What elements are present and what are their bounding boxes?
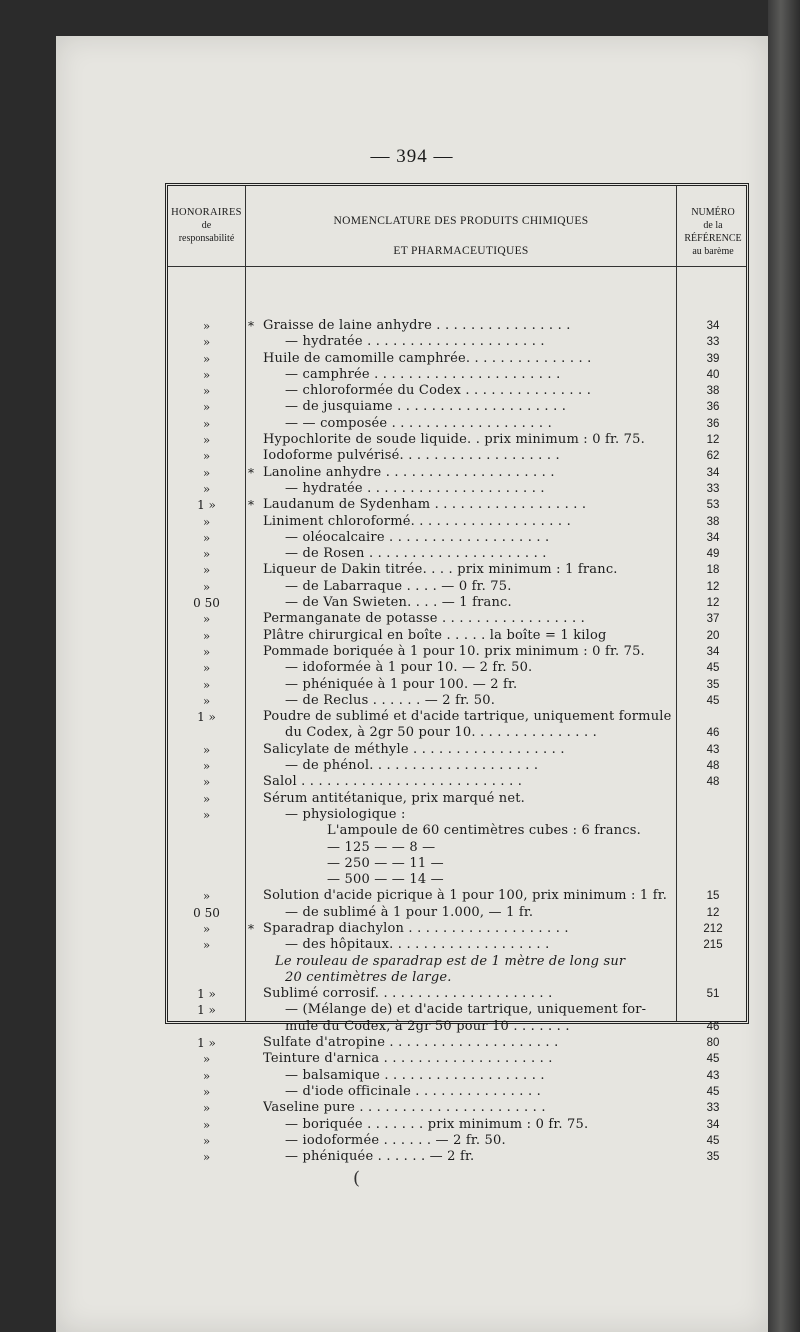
product-description: Pommade boriquée à 1 pour 10. prix minimum : 0 fr. 75.	[263, 643, 645, 659]
product-description: — oléocalcaire . . . . . . . . . . . . . . . . . . .	[285, 529, 550, 545]
table-row	[168, 954, 752, 970]
honoraires-cell: 0 50	[193, 905, 220, 920]
table-row	[168, 1117, 752, 1133]
table-row	[168, 497, 752, 513]
table-row	[168, 318, 752, 334]
product-description: Laudanum de Sydenham . . . . . . . . . . . . . . . . . .	[263, 497, 587, 513]
honoraires-cell: 1 »	[197, 498, 216, 513]
honoraires-cell: 1 »	[197, 1003, 216, 1018]
product-description: — d'iode officinale . . . . . . . . . . . . . . .	[285, 1083, 541, 1099]
product-description: — balsamique . . . . . . . . . . . . . . . . . . .	[285, 1067, 545, 1083]
reference-number: 43	[706, 1069, 720, 1082]
product-description: Poudre de sublimé et d'acide tartrique, uniquement formule	[263, 709, 672, 725]
product-description: mule du Codex, à 2gr 50 pour 10 . . . . . . .	[285, 1018, 570, 1034]
product-description: Salicylate de méthyle . . . . . . . . . . . . . . . . . .	[263, 741, 565, 757]
product-description: — des hôpitaux. . . . . . . . . . . . . . . . . . .	[285, 937, 550, 953]
honoraires-cell: »	[202, 433, 211, 448]
honoraires-cell: »	[202, 921, 211, 936]
reference-number: 45	[706, 1053, 720, 1066]
table-row	[168, 432, 752, 448]
table-row	[168, 367, 752, 383]
table-row	[168, 970, 752, 986]
reference-number: 35	[706, 678, 720, 691]
table-row	[168, 856, 752, 872]
honoraires-cell: »	[202, 644, 211, 659]
reference-number: 37	[706, 613, 720, 626]
product-description: — (Mélange de) et d'acide tartrique, uniquement for-	[285, 1002, 647, 1018]
header-numero-line: au barème	[692, 246, 734, 257]
table-row	[168, 937, 752, 953]
honoraires-cell: »	[202, 1052, 211, 1067]
honoraires-cell: »	[202, 1150, 211, 1165]
table-row	[168, 823, 752, 839]
honoraires-cell: »	[202, 335, 211, 350]
table-row	[168, 774, 752, 790]
header-numero	[677, 206, 749, 258]
honoraires-cell: 1 »	[197, 987, 216, 1002]
reference-number: 15	[706, 890, 720, 903]
table-row	[168, 742, 752, 758]
asterisk-marker: *	[248, 465, 254, 480]
table-row	[168, 530, 752, 546]
product-description: Sublimé corrosif. . . . . . . . . . . . . . . . . . . . .	[263, 986, 553, 1002]
header-numero-line: RÉFÉRENCE	[684, 233, 742, 244]
table-row	[168, 351, 752, 367]
reference-number: 39	[706, 352, 720, 365]
honoraires-cell: »	[202, 530, 211, 545]
honoraires-cell: 1 »	[197, 1036, 216, 1051]
reference-number: 46	[706, 1020, 720, 1033]
table-row	[168, 693, 752, 709]
honoraires-cell: »	[202, 416, 211, 431]
header-honoraires	[168, 206, 245, 245]
honoraires-cell: »	[202, 677, 211, 692]
reference-number: 45	[706, 662, 720, 675]
product-description: Sérum antitétanique, prix marqué net.	[263, 790, 526, 806]
product-description: L'ampoule de 60 centimètres cubes : 6 francs.	[327, 823, 641, 839]
reference-number: 40	[706, 368, 720, 381]
honoraires-cell: »	[202, 612, 211, 627]
product-description: Iodoforme pulvérisé. . . . . . . . . . . . . . . . . . .	[263, 448, 560, 464]
product-description: Vaseline pure . . . . . . . . . . . . . . . . . . . . . .	[263, 1100, 546, 1116]
product-description: — chloroformée du Codex . . . . . . . . . . . . . . .	[285, 383, 592, 399]
product-description: 20 centimètres de large.	[285, 969, 452, 985]
honoraires-cell: »	[202, 547, 211, 562]
reference-number: 12	[706, 434, 720, 447]
reference-number: 12	[706, 580, 720, 593]
table-row	[168, 481, 752, 497]
reference-number: 53	[706, 499, 720, 512]
reference-number: 215	[703, 939, 723, 952]
table-body	[168, 318, 752, 1165]
table-row	[168, 1100, 752, 1116]
product-description: — idoformée à 1 pour 10. — 2 fr. 50.	[285, 660, 533, 676]
product-description: Plâtre chirurgical en boîte . . . . . la boîte = 1 kilog	[263, 627, 607, 643]
table-row	[168, 1035, 752, 1051]
reference-number: 35	[706, 1151, 720, 1164]
honoraires-cell: »	[202, 1101, 211, 1116]
table-row	[168, 562, 752, 578]
product-description: Le rouleau de sparadrap est de 1 mètre de long sur	[275, 953, 626, 969]
table-row	[168, 611, 752, 627]
reference-number: 38	[706, 515, 720, 528]
reference-number: 34	[706, 531, 720, 544]
table-row	[168, 1133, 752, 1149]
honoraires-cell: »	[202, 775, 211, 790]
table-row	[168, 921, 752, 937]
honoraires-cell: »	[202, 367, 211, 382]
honoraires-cell: »	[202, 563, 211, 578]
table-row	[168, 644, 752, 660]
product-description: Permanganate de potasse . . . . . . . . . . . . . . . . .	[263, 611, 585, 627]
product-description: — de Labarraque . . . . — 0 fr. 75.	[285, 578, 512, 594]
product-description: — de phénol. . . . . . . . . . . . . . . . . . . .	[285, 758, 539, 774]
honoraires-cell: »	[202, 351, 211, 366]
honoraires-cell: »	[202, 1084, 211, 1099]
honoraires-cell: »	[202, 889, 211, 904]
reference-number: 80	[706, 1037, 720, 1050]
table-row	[168, 709, 752, 725]
reference-number: 212	[703, 922, 723, 935]
honoraires-cell: »	[202, 938, 211, 953]
product-description: — 250 — — 11 —	[327, 855, 444, 871]
header-honoraires-line: de	[201, 220, 212, 231]
honoraires-cell: »	[202, 807, 211, 822]
honoraires-cell: »	[202, 1133, 211, 1148]
asterisk-marker: *	[248, 498, 254, 513]
honoraires-cell: »	[202, 759, 211, 774]
document-page	[56, 36, 768, 1332]
reference-number: 48	[706, 760, 720, 773]
honoraires-cell: »	[202, 319, 211, 333]
honoraires-cell: »	[202, 661, 211, 676]
honoraires-cell: »	[202, 1117, 211, 1132]
table-row	[168, 1068, 752, 1084]
product-description: Solution d'acide picrique à 1 pour 100, prix minimum : 1 fr.	[263, 888, 668, 904]
product-description: Teinture d'arnica . . . . . . . . . . . . . . . . . . . .	[263, 1051, 553, 1067]
reference-number: 36	[706, 417, 720, 430]
table-row	[168, 872, 752, 888]
table-row	[168, 1051, 752, 1067]
header-nomenclature-line: NOMENCLATURE DES PRODUITS CHIMIQUES	[333, 215, 589, 227]
table-row	[168, 807, 752, 823]
product-description: Sparadrap diachylon . . . . . . . . . . . . . . . . . . .	[263, 920, 569, 936]
table-row	[168, 334, 752, 350]
product-description: — de jusquiame . . . . . . . . . . . . . . . . . . . .	[285, 399, 567, 415]
book-edge	[768, 0, 800, 1332]
honoraires-cell: »	[202, 514, 211, 529]
table-row	[168, 465, 752, 481]
product-description: Sulfate d'atropine . . . . . . . . . . . . . . . . . . . .	[263, 1035, 559, 1051]
product-description: — phéniquée à 1 pour 100. — 2 fr.	[285, 676, 518, 692]
table-row	[168, 840, 752, 856]
reference-number: 34	[706, 466, 720, 479]
product-description: — hydratée . . . . . . . . . . . . . . . . . . . . .	[285, 480, 545, 496]
product-description: Lanoline anhydre . . . . . . . . . . . . . . . . . . . .	[263, 464, 555, 480]
table-row	[168, 758, 752, 774]
reference-number: 12	[706, 906, 720, 919]
table-row	[168, 791, 752, 807]
table-row	[168, 725, 752, 741]
header-honoraires-line: HONORAIRES	[171, 207, 242, 218]
reference-number: 34	[706, 645, 720, 658]
reference-number: 45	[706, 1134, 720, 1147]
product-description: — hydratée . . . . . . . . . . . . . . . . . . . . .	[285, 334, 545, 350]
table-row	[168, 579, 752, 595]
product-description: — iodoformée . . . . . . — 2 fr. 50.	[285, 1132, 506, 1148]
header-numero-line: de la	[703, 220, 723, 231]
honoraires-cell: »	[202, 400, 211, 415]
reference-number: 33	[706, 482, 720, 495]
honoraires-cell: »	[202, 481, 211, 496]
asterisk-marker: *	[248, 921, 254, 936]
product-description: — de Rosen . . . . . . . . . . . . . . . . . . . . .	[285, 546, 547, 562]
honoraires-cell: 0 50	[193, 596, 220, 611]
table-row	[168, 595, 752, 611]
table-row	[168, 1002, 752, 1018]
table-row	[168, 1019, 752, 1035]
reference-number: 18	[706, 564, 720, 577]
product-description: — boriquée . . . . . . . prix minimum : 0 fr. 75.	[285, 1116, 589, 1132]
reference-number: 12	[706, 597, 720, 610]
table-row	[168, 448, 752, 464]
table-row	[168, 677, 752, 693]
product-description: Hypochlorite de soude liquide. . prix minimum : 0 fr. 75.	[263, 432, 645, 448]
table-row	[168, 986, 752, 1002]
product-description: — de sublimé à 1 pour 1.000, — 1 fr.	[285, 904, 534, 920]
header-divider	[168, 266, 746, 267]
reference-number: 45	[706, 1085, 720, 1098]
header-honoraires-line: responsabilité	[178, 233, 235, 244]
reference-number: 34	[706, 1118, 720, 1131]
reference-number: 36	[706, 401, 720, 414]
reference-number: 38	[706, 385, 720, 398]
product-description: Liniment chloroformé. . . . . . . . . . . . . . . . . . .	[263, 513, 571, 529]
honoraires-cell: »	[202, 465, 211, 480]
product-description: — de Van Swieten. . . . — 1 franc.	[285, 595, 512, 611]
reference-number: 48	[706, 776, 720, 789]
table-row	[168, 546, 752, 562]
product-description: — de Reclus . . . . . . — 2 fr. 50.	[285, 692, 496, 708]
table-row	[168, 416, 752, 432]
honoraires-cell: 1 »	[197, 710, 216, 725]
honoraires-cell: »	[202, 449, 211, 464]
product-description: — — composée . . . . . . . . . . . . . . . . . . .	[285, 415, 552, 431]
table-row	[168, 383, 752, 399]
product-description: — 125 — — 8 —	[327, 839, 436, 855]
reference-number: 20	[706, 629, 720, 642]
honoraires-cell: »	[202, 1068, 211, 1083]
honoraires-cell: »	[202, 791, 211, 806]
product-description: Huile de camomille camphrée. . . . . . . . . . . . . . .	[263, 350, 592, 366]
reference-number: 46	[706, 727, 720, 740]
ink-mark: (	[353, 1168, 361, 1189]
reference-number: 33	[706, 336, 720, 349]
reference-number: 34	[706, 320, 720, 332]
product-description: Salol . . . . . . . . . . . . . . . . . . . . . . . . . .	[263, 774, 523, 790]
product-description: — camphrée . . . . . . . . . . . . . . . . . . . . . .	[285, 366, 561, 382]
honoraires-cell: »	[202, 579, 211, 594]
table-row	[168, 514, 752, 530]
header-nomenclature-line: ET PHARMACEUTIQUES	[393, 245, 529, 257]
header-nomenclature	[246, 206, 676, 266]
honoraires-cell: »	[202, 693, 211, 708]
product-description: — physiologique :	[285, 806, 406, 822]
page-number: — 394 —	[370, 146, 454, 167]
table-row	[168, 660, 752, 676]
reference-number: 43	[706, 743, 720, 756]
product-description: — 500 — — 14 —	[327, 872, 444, 888]
honoraires-cell: »	[202, 742, 211, 757]
table-row	[168, 1149, 752, 1165]
header-numero-line: NUMÉRO	[691, 207, 735, 218]
product-description: — phéniquée . . . . . . — 2 fr.	[285, 1149, 475, 1165]
reference-number: 51	[706, 988, 720, 1001]
asterisk-marker: *	[248, 319, 254, 333]
table-row	[168, 888, 752, 904]
price-table	[165, 183, 749, 1165]
reference-number: 33	[706, 1102, 720, 1115]
reference-number: 49	[706, 548, 720, 561]
table-row	[168, 399, 752, 415]
product-description: du Codex, à 2gr 50 pour 10. . . . . . . . . . . . . . .	[285, 725, 597, 741]
reference-number: 62	[706, 450, 720, 463]
honoraires-cell: »	[202, 628, 211, 643]
table-row	[168, 628, 752, 644]
product-description: Liqueur de Dakin titrée. . . . prix minimum : 1 franc.	[263, 562, 618, 578]
reference-number: 45	[706, 694, 720, 707]
table-row	[168, 905, 752, 921]
product-description: Graisse de laine anhydre . . . . . . . . . . . . . . . .	[263, 318, 571, 333]
honoraires-cell: »	[202, 384, 211, 399]
table-row	[168, 1084, 752, 1100]
